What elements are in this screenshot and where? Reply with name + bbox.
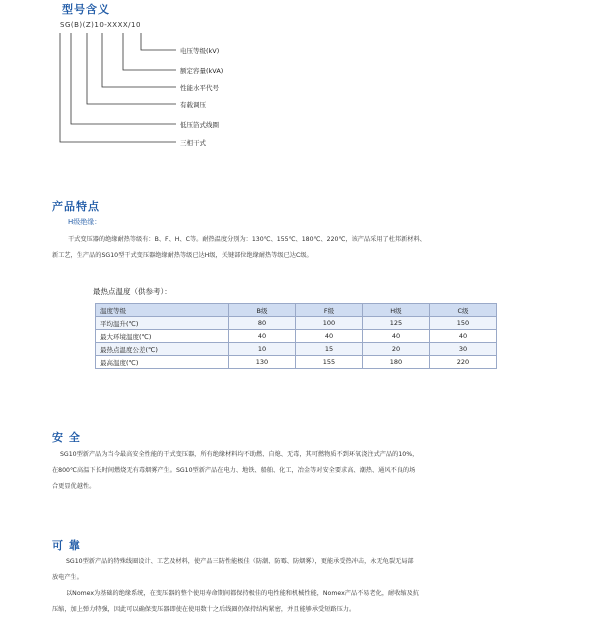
features-para-line: 新工艺，生产品的SG10型干式变压器绝缘耐热等级已达H级，关键部位绝缘耐热等级已达C级。: [52, 252, 313, 259]
model-label-capacity: 额定容量(kVA): [180, 67, 224, 75]
table-cell: 150: [430, 317, 497, 330]
table-header-cell: B级: [229, 304, 296, 317]
safety-para-line: 在800℃高温下长时间燃烧无有毒烟雾产生。SG10型新产品在电力、地铁、船舶、化工，冶金等对安全要求高、潮热、通风不良的场: [52, 467, 416, 474]
safety-section-title: 安 全: [52, 431, 81, 444]
features-section-title: 产品特点: [52, 200, 100, 213]
table-cell: 20: [363, 343, 430, 356]
table-cell: 30: [430, 343, 497, 356]
table-header-cell: C级: [430, 304, 497, 317]
table-row: [96, 317, 497, 330]
table-row: [96, 330, 497, 343]
model-code: SG(B)(Z)10-XXXX/10: [60, 21, 141, 29]
table-cell: 125: [363, 317, 430, 330]
table-cell: 40: [363, 330, 430, 343]
model-label-foil: 低压箔式线圈: [180, 121, 219, 129]
table-header-cell: 温度等级: [96, 304, 229, 317]
table-cell: 40: [229, 330, 296, 343]
table-header-cell: H级: [363, 304, 430, 317]
model-label-onload: 有载调压: [180, 101, 206, 109]
safety-para-line: SG10型新产品为当今最高安全性能的干式变压器，所有绝缘材料均不助燃、自熄、无毒，其可燃物质不到环氧浇注式产品的10%，: [60, 451, 419, 458]
features-subtitle: H级绝缘：: [68, 218, 102, 226]
model-label-dry: 三相干式: [180, 139, 206, 147]
reliability-para-line: 以Nomex为基础的绝缘系统，在变压器的整个使用寿命期间都保持极佳的电性能和机械性能，Nomex产品不易老化，耐收缩及抗: [66, 590, 419, 597]
table-header-cell: F级: [296, 304, 363, 317]
table-cell: 40: [430, 330, 497, 343]
safety-para-line: 合更显优越性。: [52, 483, 96, 490]
table-row: [96, 356, 497, 369]
table-cell: 40: [296, 330, 363, 343]
table-cell: 100: [296, 317, 363, 330]
reliability-para-line: 压缩，加上弹力特强，因此可以确保变压器即使在使用数十之后线圈仍保持结构紧密，并且能够承受短路压力。: [52, 606, 356, 613]
table-cell: 220: [430, 356, 497, 369]
table-cell: 15: [296, 343, 363, 356]
model-section-title: 型号含义: [62, 3, 110, 16]
reliability-section-title: 可 靠: [52, 539, 81, 552]
features-para-line: 干式变压器的绝缘耐热等级有：B、F、H、C等。耐热温度分别为：130℃、155℃、180℃、220℃，该产品采用了杜邦新材料、: [68, 236, 426, 243]
table-cell: 最高温度(℃): [96, 356, 229, 369]
table-row: [96, 343, 497, 356]
model-label-performance: 性能水平代号: [180, 84, 219, 92]
reliability-para-line: SG10型新产品的特殊线圈设计、工艺及材料，使产品三防性能极佳（防潮、防霉、防烟雾），更能承受热冲击，永无龟裂无局部: [66, 558, 414, 565]
reliability-para-line: 放电产生。: [52, 574, 83, 581]
table-cell: 180: [363, 356, 430, 369]
table-cell: 80: [229, 317, 296, 330]
table-cell: 130: [229, 356, 296, 369]
table-cell: 最热点温度公差(℃): [96, 343, 229, 356]
model-label-voltage: 电压等级(kV): [180, 47, 220, 55]
table-cell: 155: [296, 356, 363, 369]
table-caption: 最热点温度（供参考）：: [93, 287, 172, 296]
model-code-diagram: [0, 0, 300, 160]
table-cell: 最大环境温度(℃): [96, 330, 229, 343]
table-cell: 平均温升(℃): [96, 317, 229, 330]
temperature-table: [95, 303, 497, 369]
table-cell: 10: [229, 343, 296, 356]
table-header-row: [96, 304, 497, 317]
